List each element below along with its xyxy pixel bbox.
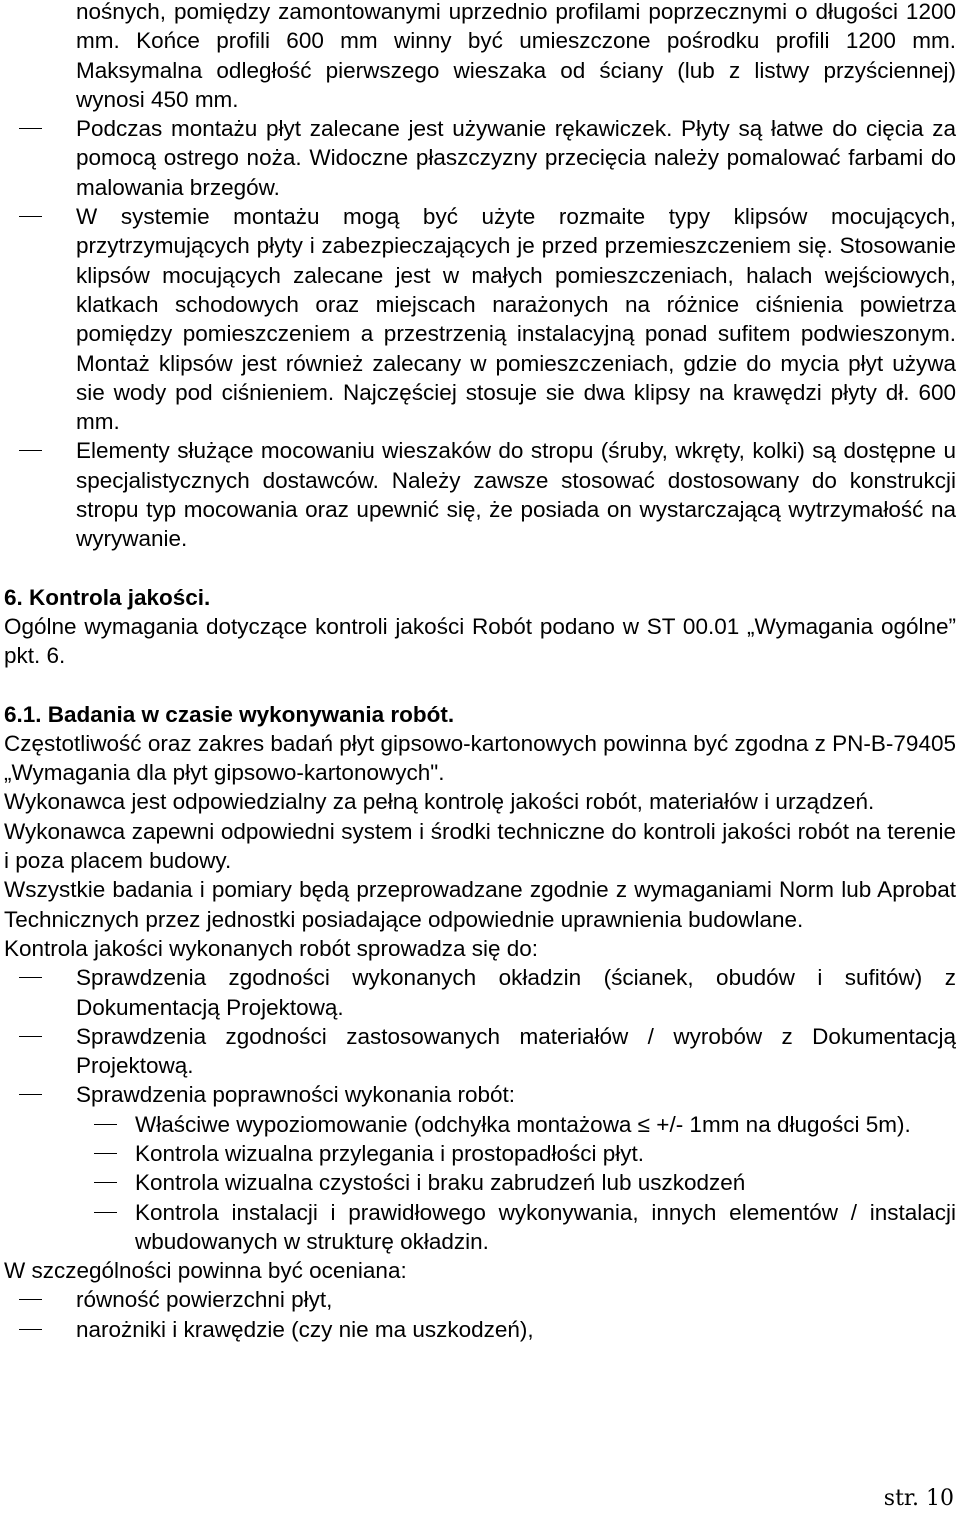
sub-list-item [4, 1110, 956, 1139]
list-item [4, 114, 956, 202]
sub-list-item-text: Kontrola instalacji i prawidłowego wykonywania, innych elementów / instalacji wbudowanych w strukturę okładzin. [135, 1199, 956, 1254]
section-heading: 6. Kontrola jakości. [4, 584, 211, 610]
continued-bullet-text: nośnych, pomiędzy zamontowanymi uprzednio profilami poprzecznymi o długości 1200 mm. Końce profili 600 mm winny być umieszczone pośrodku profili 1200 mm. Maksymalna odległość pierwszego wieszaka od ściany (lub z listwy przyściennej) wynosi 450 mm. [76, 0, 956, 112]
dash-bullet-icon [19, 1036, 42, 1037]
list-item [4, 963, 956, 1022]
sub-list-item-text: Kontrola wizualna czystości i braku zabrudzeń lub uszkodzeń [135, 1170, 746, 1196]
spacer [4, 671, 956, 700]
section-paragraph: Ogólne wymagania dotyczące kontroli jakości Robót podano w ST 00.01 „Wymagania ogólne” pkt. 6. [4, 613, 956, 669]
list-item-text: Sprawdzenia zgodności wykonanych okładzin (ścianek, obudów i sufitów) z Dokumentacją Projektową. [76, 965, 956, 1020]
dash-bullet-icon [19, 216, 42, 217]
paragraph: W szczególności powinna być oceniana: [4, 1258, 407, 1284]
list-item-text: W systemie montażu mogą być użyte rozmaite typy klipsów mocujących, przytrzymujących płyty i zabezpieczających je przed przemieszczeniem się. Stosowanie klipsów mocujących zalecane jest w małych pomieszczeniach, halach wejściowych, klatkach schodowych oraz miejscach narażonych na różnice ciśnienia powietrza pomiędzy pomieszczeniem a przestrzenią instalacyjną ponad sufitem podwieszonym. Montaż klipsów jest również zalecany w pomieszczeniach, gdzie do mycia płyt używa sie wody pod ciśnieniem. Najczęściej stosuje sie dwa klipsy na krawędzi płyty dł. 600 mm. [76, 204, 956, 435]
dash-bullet-icon [19, 1299, 42, 1300]
spacer [4, 554, 956, 583]
paragraph: Wszystkie badania i pomiary będą przeprowadzane zgodnie z wymaganiami Norm lub Aprobat Technicznych przez jednostki posiadające odpowiednie uprawnienia budowlane. [4, 877, 956, 932]
list-item-text: narożniki i krawędzie (czy nie ma uszkodzeń), [76, 1316, 534, 1342]
paragraph: Wykonawca jest odpowiedzialny za pełną kontrolę jakości robót, materiałów i urządzeń. [4, 789, 875, 815]
list-item [4, 1080, 956, 1109]
page-content [4, 0, 956, 1344]
dash-bullet-icon [19, 977, 42, 978]
sub-list-item [4, 1139, 956, 1168]
dash-bullet-icon [19, 128, 42, 129]
sub-list-item-text: Kontrola wizualna przylegania i prostopadłości płyt. [135, 1140, 645, 1166]
paragraph: Częstotliwość oraz zakres badań płyt gipsowo-kartonowych powinna być zgodna z PN-B-79405 „Wymagania dla płyt gipsowo-kartonowych". [4, 730, 956, 786]
dash-bullet-icon [94, 1212, 117, 1213]
paragraph: Kontrola jakości wykonanych robót sprowadza się do: [4, 935, 539, 961]
sub-list-item-text: Właściwe wypoziomowanie (odchyłka montażowa ≤ +/- 1mm na długości 5m). [135, 1111, 911, 1137]
subsection-heading: 6.1. Badania w czasie wykonywania robót. [4, 701, 455, 727]
list-item [4, 436, 956, 553]
dash-bullet-icon [19, 1094, 42, 1095]
list-item-text: Podczas montażu płyt zalecane jest używanie rękawiczek. Płyty są łatwe do cięcia za pomocą ostrego noża. Widoczne płaszczyzny przecięcia należy pomalować farbami do malowania brzegów. [76, 116, 956, 200]
list-item-text: Sprawdzenia zgodności zastosowanych materiałów / wyrobów z Dokumentacją Projektową. [76, 1023, 956, 1079]
sub-list-item [4, 1168, 956, 1197]
dash-bullet-icon [94, 1153, 117, 1154]
list-item-text: Sprawdzenia poprawności wykonania robót: [76, 1082, 516, 1108]
list-item [4, 202, 956, 436]
list-item [4, 1285, 956, 1314]
sub-list-item [4, 1198, 956, 1257]
list-item-text: Elementy służące mocowaniu wieszaków do stropu (śruby, wkręty, kolki) są dostępne u specjalistycznych dostawców. Należy zawsze stosować dostosowany do konstrukcji stropu typ mocowania oraz upewnić się, że posiada on wystarczającą wytrzymałość na wyrywanie. [76, 438, 956, 552]
dash-bullet-icon [19, 450, 42, 451]
dash-bullet-icon [19, 1329, 42, 1330]
page-number: str. 10 [883, 1486, 954, 1511]
paragraph: Wykonawca zapewni odpowiedni system i środki techniczne do kontroli jakości robót na terenie i poza placem budowy. [4, 818, 956, 874]
dash-bullet-icon [94, 1124, 117, 1125]
list-item [4, 1315, 956, 1344]
list-item [4, 1022, 956, 1081]
list-item-text: równość powierzchni płyt, [76, 1287, 333, 1313]
dash-bullet-icon [94, 1182, 117, 1183]
